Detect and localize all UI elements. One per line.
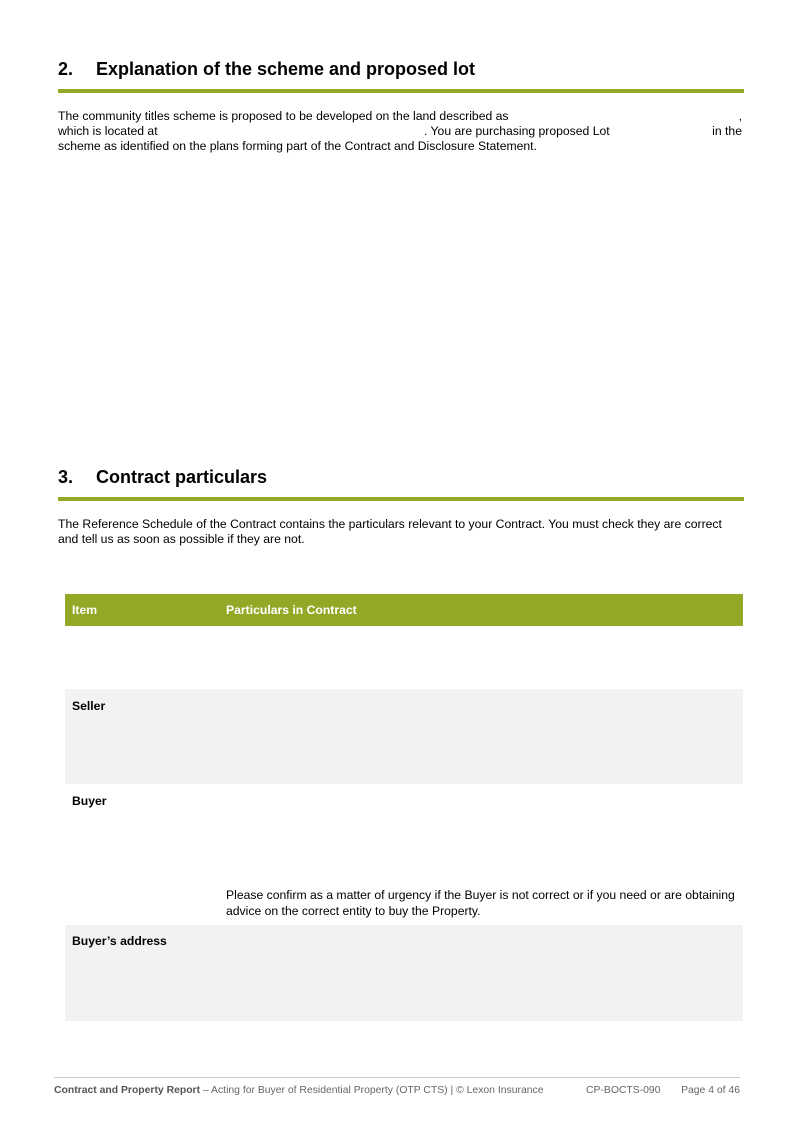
buyer-confirm-note: Please confirm as a matter of urgency if the Buyer is not correct or if you need or are obtaining advice on the correct entity to buy the Property. xyxy=(226,888,735,918)
table-row-buyer xyxy=(65,784,743,925)
particulars-table xyxy=(65,594,743,1021)
buyer-address-label: Buyer’s address xyxy=(72,934,167,948)
table-row-buyer-address xyxy=(65,925,743,1021)
header-particulars: Particulars in Contract xyxy=(226,603,357,617)
in-the-text: in the xyxy=(712,124,742,138)
scheme-plans-text: scheme as identified on the plans forming part of the Contract and Disclosure Statement. xyxy=(58,139,537,153)
footer-report-title xyxy=(54,1085,543,1096)
scheme-land-text: The community titles scheme is proposed to be developed on the land described as xyxy=(58,109,509,123)
footer-subtitle: – Acting for Buyer of Residential Property (OTP CTS) | © Lexon Insurance xyxy=(200,1085,544,1096)
section-3-title: Contract particulars xyxy=(96,467,268,487)
table-row-seller xyxy=(65,689,743,784)
buyer-label: Buyer xyxy=(72,794,107,808)
footer-title-bold: Contract and Property Report xyxy=(54,1085,201,1096)
section-2-number: 2. xyxy=(58,59,74,79)
comma-text: , xyxy=(738,109,742,123)
section-3-intro: The Reference Schedule of the Contract contains the particulars relevant to your Contract. You must check they are correct and tell us as soon as possible if they are not. xyxy=(58,517,722,546)
section-2-heading xyxy=(58,59,744,93)
header-item: Item xyxy=(72,603,98,617)
located-at-text: which is located at xyxy=(58,124,158,138)
table-header xyxy=(65,594,743,626)
seller-label: Seller xyxy=(72,699,106,713)
page-footer xyxy=(54,1077,740,1100)
section-3-heading xyxy=(58,467,744,501)
table-row-empty xyxy=(65,626,743,689)
section-2-title: Explanation of the scheme and proposed lot xyxy=(96,59,476,79)
section-2-paragraph xyxy=(58,109,742,154)
section-3-number: 3. xyxy=(58,467,74,487)
purchasing-lot-text: . You are purchasing proposed Lot xyxy=(424,124,610,138)
footer-code: CP-BOCTS-090 xyxy=(586,1085,661,1096)
footer-page-number: Page 4 of 46 xyxy=(681,1085,740,1096)
